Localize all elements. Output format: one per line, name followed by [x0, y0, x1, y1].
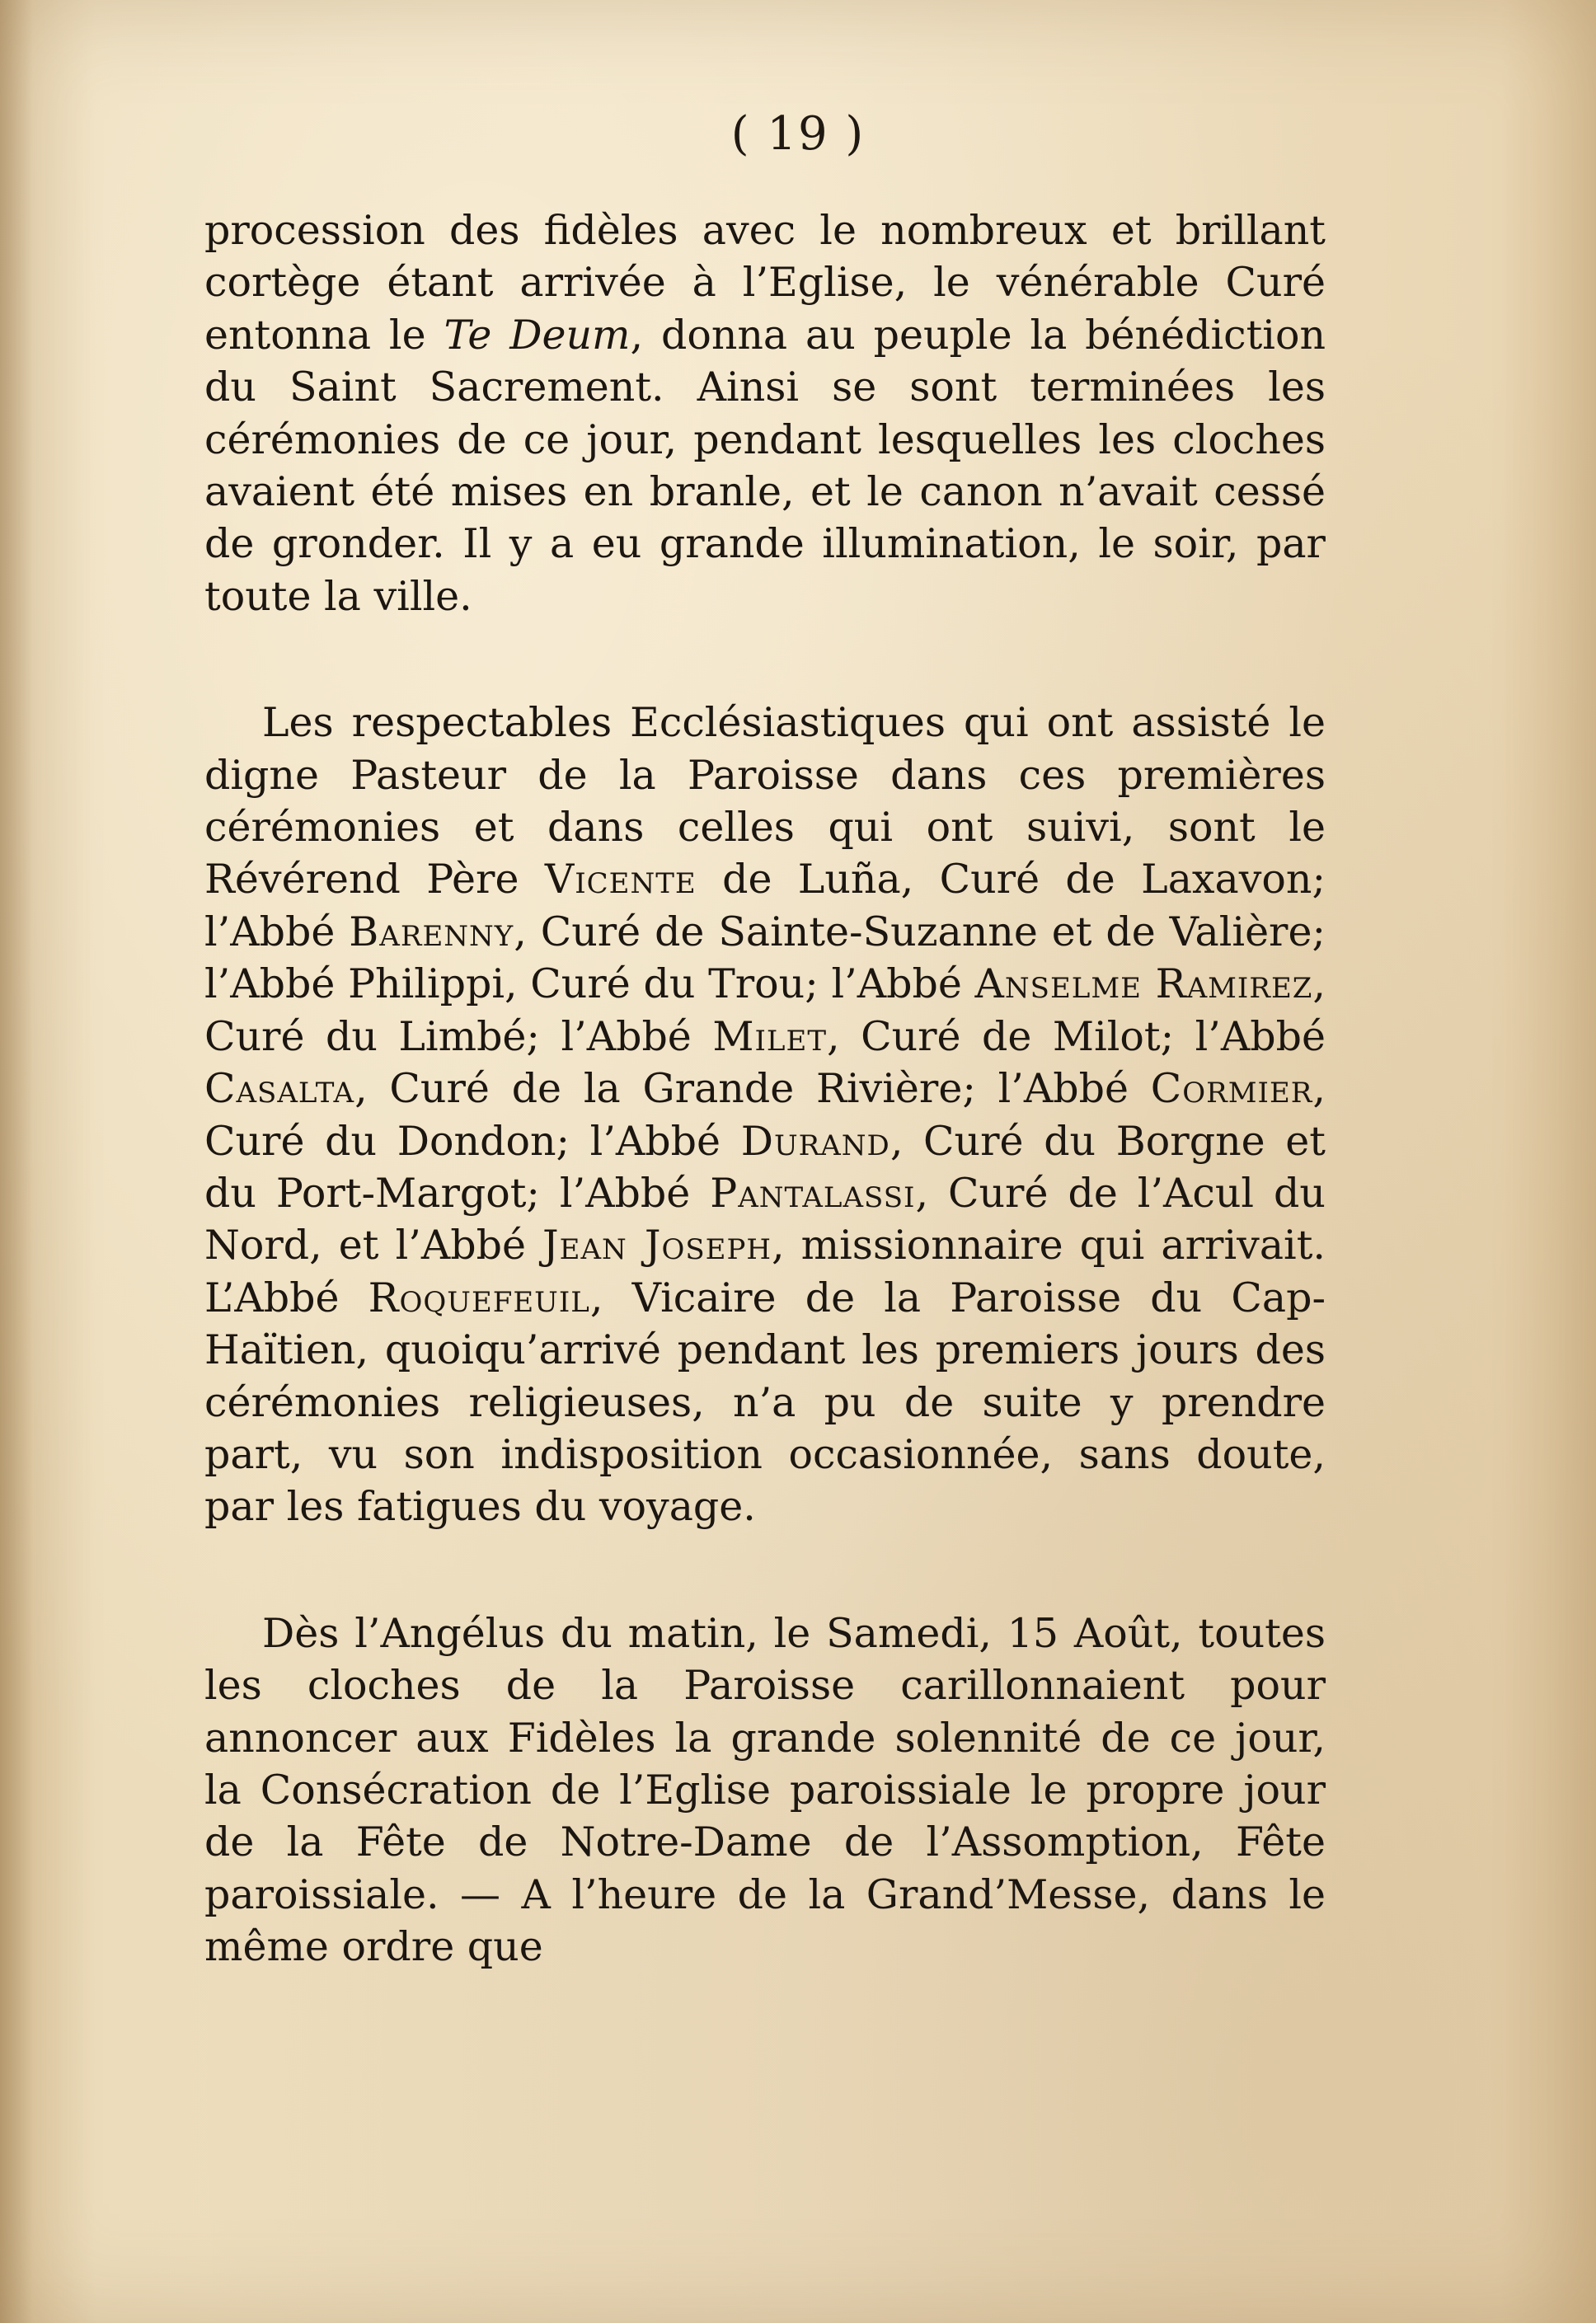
- name-milet: Milet: [712, 1012, 827, 1060]
- p2-text: , Vicaire de la Paroisse du Cap-Haïtien, quoiqu’arrivé pendant les premiers jours des cérémonies religieuses, n’a pu de suite y prendre part, vu son indisposition occasionnée, sans doute, par les fatigues du voyage.: [204, 1274, 1326, 1531]
- paragraph-1-text: procession des fidèles avec le nombreux et brillant cortège étant arrivée à l’Eglise, le vénérable Curé entonna le: [204, 207, 1326, 359]
- p2-text: de Luña, Curé de Laxavon; l’Abbé: [204, 856, 1326, 955]
- name-vicente: Vicente: [544, 856, 697, 903]
- body-text: [204, 204, 1326, 1973]
- paragraph-3: Dès l’Angélus du matin, le Samedi, 15 Août, toutes les cloches de la Paroisse carillonnaient pour annoncer aux Fidèles la grande solennité de ce jour, la Consécration de l’Eglise paroissiale le propre jour de la Fête de Notre-Dame de l’Assomption, Fête paroissiale. — A l’heure de la Grand’Messe, dans le même ordre que: [204, 1609, 1326, 1971]
- name-jean-joseph: Jean Joseph: [542, 1222, 772, 1269]
- p2-text: , Curé de la Grande Rivière; l’Abbé: [354, 1065, 1151, 1113]
- page-fold-shadow: [0, 0, 33, 2323]
- p2-text: , Curé du Borgne et du Port-Margot; l’Abbé: [204, 1117, 1326, 1217]
- paragraph-1: [204, 204, 1326, 622]
- name-roquefeuil: Roquefeuil: [368, 1274, 590, 1321]
- paragraph-1-text-rest: , donna au peuple la bénédiction du Saint Sacrement. Ainsi se sont terminées les cérémonies de ce jour, pendant lesquelles les cloches avaient été mises en branle, et le canon n’avait cessé de gronder. Il y a eu grande illumination, le soir, par toute la ville.: [204, 311, 1326, 620]
- name-barenny: Barenny: [349, 908, 514, 955]
- paragraph-2: [204, 697, 1326, 1533]
- name-durand: Durand: [740, 1117, 890, 1165]
- p2-text: Les respectables Ecclésiastiques qui ont assisté le digne Pasteur de la Paroisse dans ces premières cérémonies et dans celles qui ont suivi, sont le Révérend Père: [204, 699, 1326, 903]
- page-number: ( 19 ): [730, 107, 866, 161]
- p2-text: , Curé de l’Acul du Nord, et l’Abbé: [204, 1169, 1326, 1269]
- p2-text: , Curé du Dondon; l’Abbé: [204, 1065, 1326, 1165]
- p2-text: , Curé de Sainte-Suzanne et de Valière; l’Abbé Philippi, Curé du Trou; l’Abbé: [204, 908, 1326, 1008]
- p2-text: , Curé du Limbé; l’Abbé: [204, 960, 1326, 1060]
- te-deum-italic: Te Deum: [444, 311, 631, 359]
- name-pantalassi: Pantalassi: [710, 1169, 916, 1217]
- name-cormier: Cormier: [1150, 1065, 1313, 1113]
- p2-text: , missionnaire qui arrivait. L’Abbé: [204, 1222, 1326, 1321]
- name-anselme-ramirez: Anselme Ramirez: [974, 960, 1313, 1008]
- name-casalta: Casalta: [204, 1065, 355, 1113]
- p2-text: , Curé de Milot; l’Abbé: [827, 1012, 1326, 1060]
